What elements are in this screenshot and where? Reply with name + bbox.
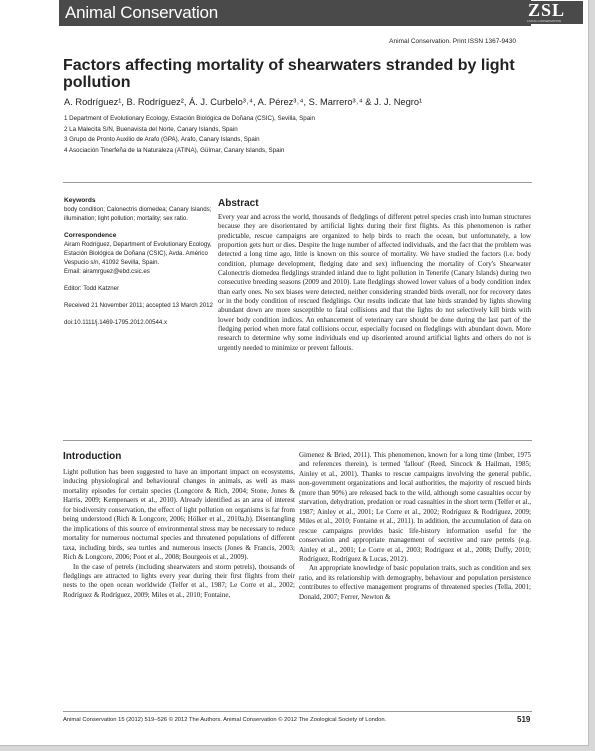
footer-citation: Animal Conservation 15 (2012) 519–526 © 2012 The Authors. Animal Conservation © 2012 The Zoological Society of London. [63, 717, 387, 723]
article-title: Factors affecting mortality of shearwaters stranded by light pollution [63, 57, 515, 91]
correspondence-text: Airam Rodríguez, Department of Evolutionary Ecology, Estación Biológica de Doñana (CSIC), Avda. Américo Vespucio s/n, 41092 Sevilla, Spain. [64, 241, 212, 266]
header-divider [63, 182, 532, 183]
journal-name: Animal Conservation [65, 3, 219, 22]
zsl-logo [521, 1, 583, 24]
affiliation-2: 2 La Malecita S/N, Buenavista del Norte, Canary Islands, Spain [64, 125, 238, 133]
editor-line: Editor: Todd Katzner [64, 285, 120, 292]
keywords-heading: Keywords [64, 197, 96, 204]
abstract-heading: Abstract [218, 198, 259, 209]
author-list: A. Rodríguez¹, B. Rodríguez², Á. J. Curbelo³˒⁴, A. Pérez³˒⁴, S. Marrero³˒⁴ & J. J. Negro¹ [64, 97, 423, 107]
abstract-divider [63, 440, 532, 441]
introduction-right-column [299, 451, 531, 602]
received-dates: Received 21 November 2011; accepted 13 March 2012 [64, 302, 213, 309]
zsl-logo-subtitle: LIVING CONSERVATION [527, 19, 562, 23]
keywords-text: body condition; Calonectris diomedea; Canary Islands; illumination; light pollution; mortality; sex ratio. [64, 206, 212, 222]
intro-paragraph-3: Gimenez & Bried, 2011). This phenomenon, known for a long time (Imber, 1975 and references therein), is termed 'fallout' (Reed, Sincock & Hailman, 1985; Ainley et al., 2001). Thanks to rescue campaigns involving the general public, non-government organizations and local authorities, the majority of rescued birds (more than 90%) are released back to the wild, although some casualties occur by starvation, dehydration, predation or road casualties in the short term (Telfer et al., 1987; Ainley et al., 2001; Le Corre et al., 2002; Rodríguez & Rodríguez, 2009; Miles et al., 2010; Fontaine et al., 2011). In addition, the accumulation of data on rescue campaigns provides basic life-history information useful for the conservation and appropriate management of secretive and rare petrels (e.g. Ainley et al., 2001; Le Corre et al., 2003; Rodríguez et al., 2008; Duffy, 2010; Rodríguez, Rodríguez & Lucas, 2012). [299, 451, 531, 563]
affiliation-4: 4 Asociación Tinerfeña de la Naturaleza (ATINA), Güímar, Canary Islands, Spain [64, 146, 285, 154]
abstract-text: Every year and across the world, thousands of fledglings of different petrel species crash into human structures because they are disorientated by artificial lights during their first flights. As this phenomenon is rather predictable, rescue campaigns are organized to help birds to reach the ocean, but unfortunately, a low proportion gets hurt or dies. Despite the huge number of affected individuals, and the fact that the problem was detected a long time ago, little is known on this source of mortality. We have studied the factors (i.e. body condition, plumage development, fledging date and sex) influencing the mortality of Cory's Shearwater Calonectris diomedea fledglings stranded inland due to light pollution in Tenerife (Canary Islands) during two consecutive breeding seasons (2009 and 2010). Late fledglings showed lower values of a body condition index than early ones. No sex biases were detected, neither considering stranded birds overall, nor for recovery dates or in the body condition of rescued fledglings. Our results indicate that late birds stranded by lights showing abundant down are more susceptible to fatal collisions and that the lights do not selectively kill birds with lower body condition indices. An enhancement of veterinary care should be done during the last part of the fledging period when more fatal collisions occur, especially focused on fledglings with abundant down. More research to determine why some individuals end up disoriented around artificial lights and others do not is urgently needed to minimize or prevent fallouts. [218, 213, 531, 352]
zsl-logo-text: ZSL [528, 0, 566, 20]
intro-paragraph-4: An appropriate knowledge of basic population traits, such as condition and sex ratio, and its relationship with demography, behaviour and population persistence contributes to effective management programs of threatened species (Tella, 2001; Donald, 2007; Ferrer, Newton & [299, 564, 531, 601]
article-sidebar [64, 196, 214, 335]
doi-link[interactable]: doi:10.1111/j.1469-1795.2012.00544.x [64, 319, 168, 326]
page-number: 519 [517, 715, 531, 724]
introduction-left-column [63, 468, 295, 600]
footer-divider [63, 711, 532, 712]
affiliation-3: 3 Grupo de Pronto Auxilio de Arafo (GPA), Arafo, Canary Islands, Spain [64, 136, 260, 143]
affiliation-1: 1 Department of Evolutionary Ecology, Estación Biológica de Doñana (CSIC), Sevilla, Spain [64, 115, 315, 122]
affiliations [64, 114, 315, 156]
journal-header-bar [59, 0, 566, 26]
correspondence-email[interactable]: Email: airamrguez@ebd.csic.es [64, 268, 150, 275]
intro-paragraph-2: In the case of petrels (including shearwaters and storm petrels), thousands of fledglings are attracted to lights every year during their first flights from their nests to the open ocean worldwide (Telfer et al., 1987; Le Corre et al., 2002; Rodríguez & Rodríguez, 2009; Miles et al., 2010; Fontaine, [63, 562, 295, 599]
issn-line: Animal Conservation. Print ISSN 1367-9430 [389, 38, 516, 45]
introduction-heading: Introduction [63, 451, 122, 462]
intro-paragraph-1: Light pollution has been suggested to have an important impact on ecosystems, inducing physiological and behavioural changes in animals, as well as mass mortality episodes for certain species (Longcore & Rich, 2004; Stone, Jones & Harris, 2009; Kempenaers et al., 2010). Already identified as an area of interest for biodiversity conservation, the effect of light pollution on organisms is far from being understood (Rich & Longcore, 2006; Hölker et al., 2010a,b). Disentangling the implications of this source of environmental stress may be necessary to reduce mortality for numerous nocturnal species and threatened populations of different taxa, including birds, sea turtles and numerous insects (Jones & Francis, 2003; Rich & Longcore, 2006; Poot et al., 2008; Bourgeois et al., 2009). [63, 468, 295, 562]
correspondence-heading: Correspondence [64, 232, 117, 239]
